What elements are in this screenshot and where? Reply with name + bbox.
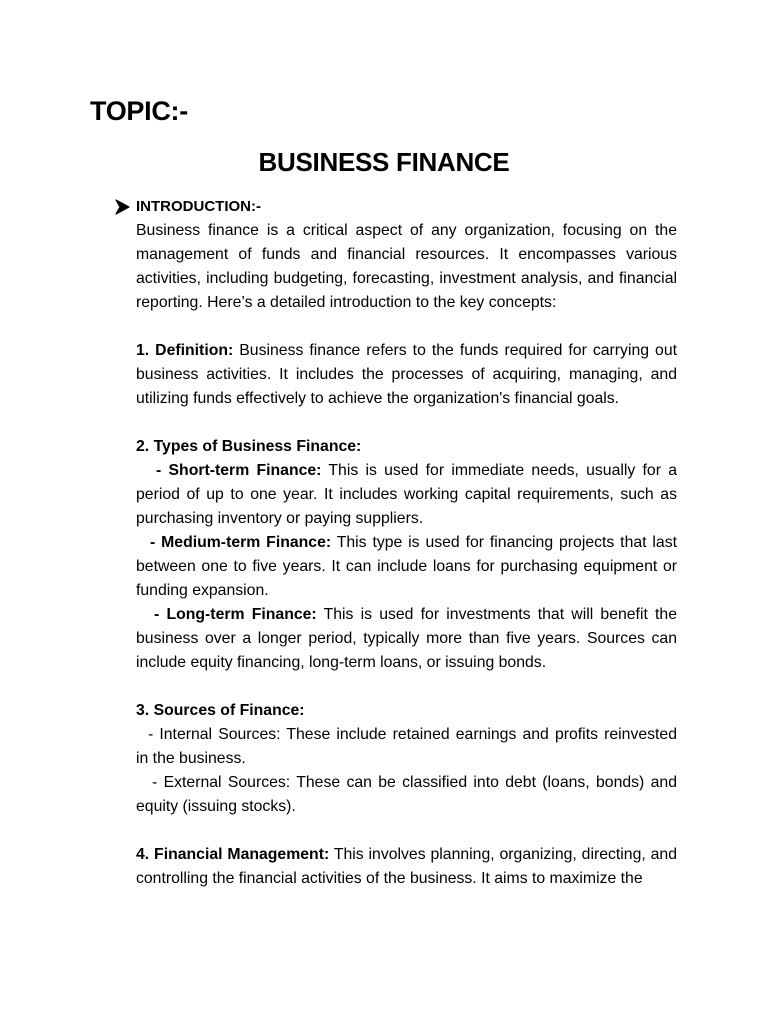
short-term-text: This is used for immediate needs, usually for a period of up to one year. It includes working capital requirements, such as purchasing inventory or paying suppliers. <box>136 462 677 527</box>
introduction-paragraph: Business finance is a critical aspect of any organization, focusing on the management of funds and financial resources. It encompasses various activities, including budgeting, forecasting, investment analysis, and financial reporting. Here’s a detailed introduction to the key concepts: <box>136 222 677 311</box>
financial-management-label: 4. Financial Management: <box>136 846 330 863</box>
definition-label: 1. Definition: <box>136 342 234 359</box>
medium-term-text: This type is used for financing projects that last between one to five years. It can include loans for purchasing equipment or funding expansion. <box>136 534 677 599</box>
document-title: BUSINESS FINANCE <box>258 147 510 177</box>
long-term-finance-item <box>136 603 677 675</box>
topic-label: TOPIC:- <box>90 96 188 126</box>
document-body <box>136 219 677 891</box>
medium-term-finance-item <box>136 531 677 603</box>
short-term-finance-item <box>136 459 677 531</box>
medium-term-label: - Medium-term Finance: <box>150 534 332 551</box>
definition-paragraph <box>136 339 677 411</box>
short-term-label: - Short-term Finance: <box>156 462 322 479</box>
long-term-label: - Long-term Finance: <box>154 606 317 623</box>
long-term-text: This is used for investments that will benefit the business over a longer period, typically more than five years. Sources can include equity financing, long-term loans, or issuing bonds. <box>136 606 677 671</box>
financial-management-paragraph <box>136 843 677 891</box>
introduction-heading: INTRODUCTION:- <box>136 198 261 215</box>
financial-management-text: This involves planning, organizing, directing, and controlling the financial activities of the business. It aims to maximize the <box>136 846 677 887</box>
types-heading: 2. Types of Business Finance: <box>136 438 362 455</box>
definition-text: Business finance refers to the funds required for carrying out business activities. It includes the processes of acquiring, managing, and utilizing funds effectively to achieve the organization's financial goals. <box>136 342 677 407</box>
sources-heading: 3. Sources of Finance: <box>136 702 305 719</box>
external-sources-item: - External Sources: These can be classified into debt (loans, bonds) and equity (issuing stocks). <box>136 774 677 815</box>
arrowhead-bullet-icon <box>114 197 132 217</box>
internal-sources-item: - Internal Sources: These include retained earnings and profits reinvested in the business. <box>136 726 677 767</box>
